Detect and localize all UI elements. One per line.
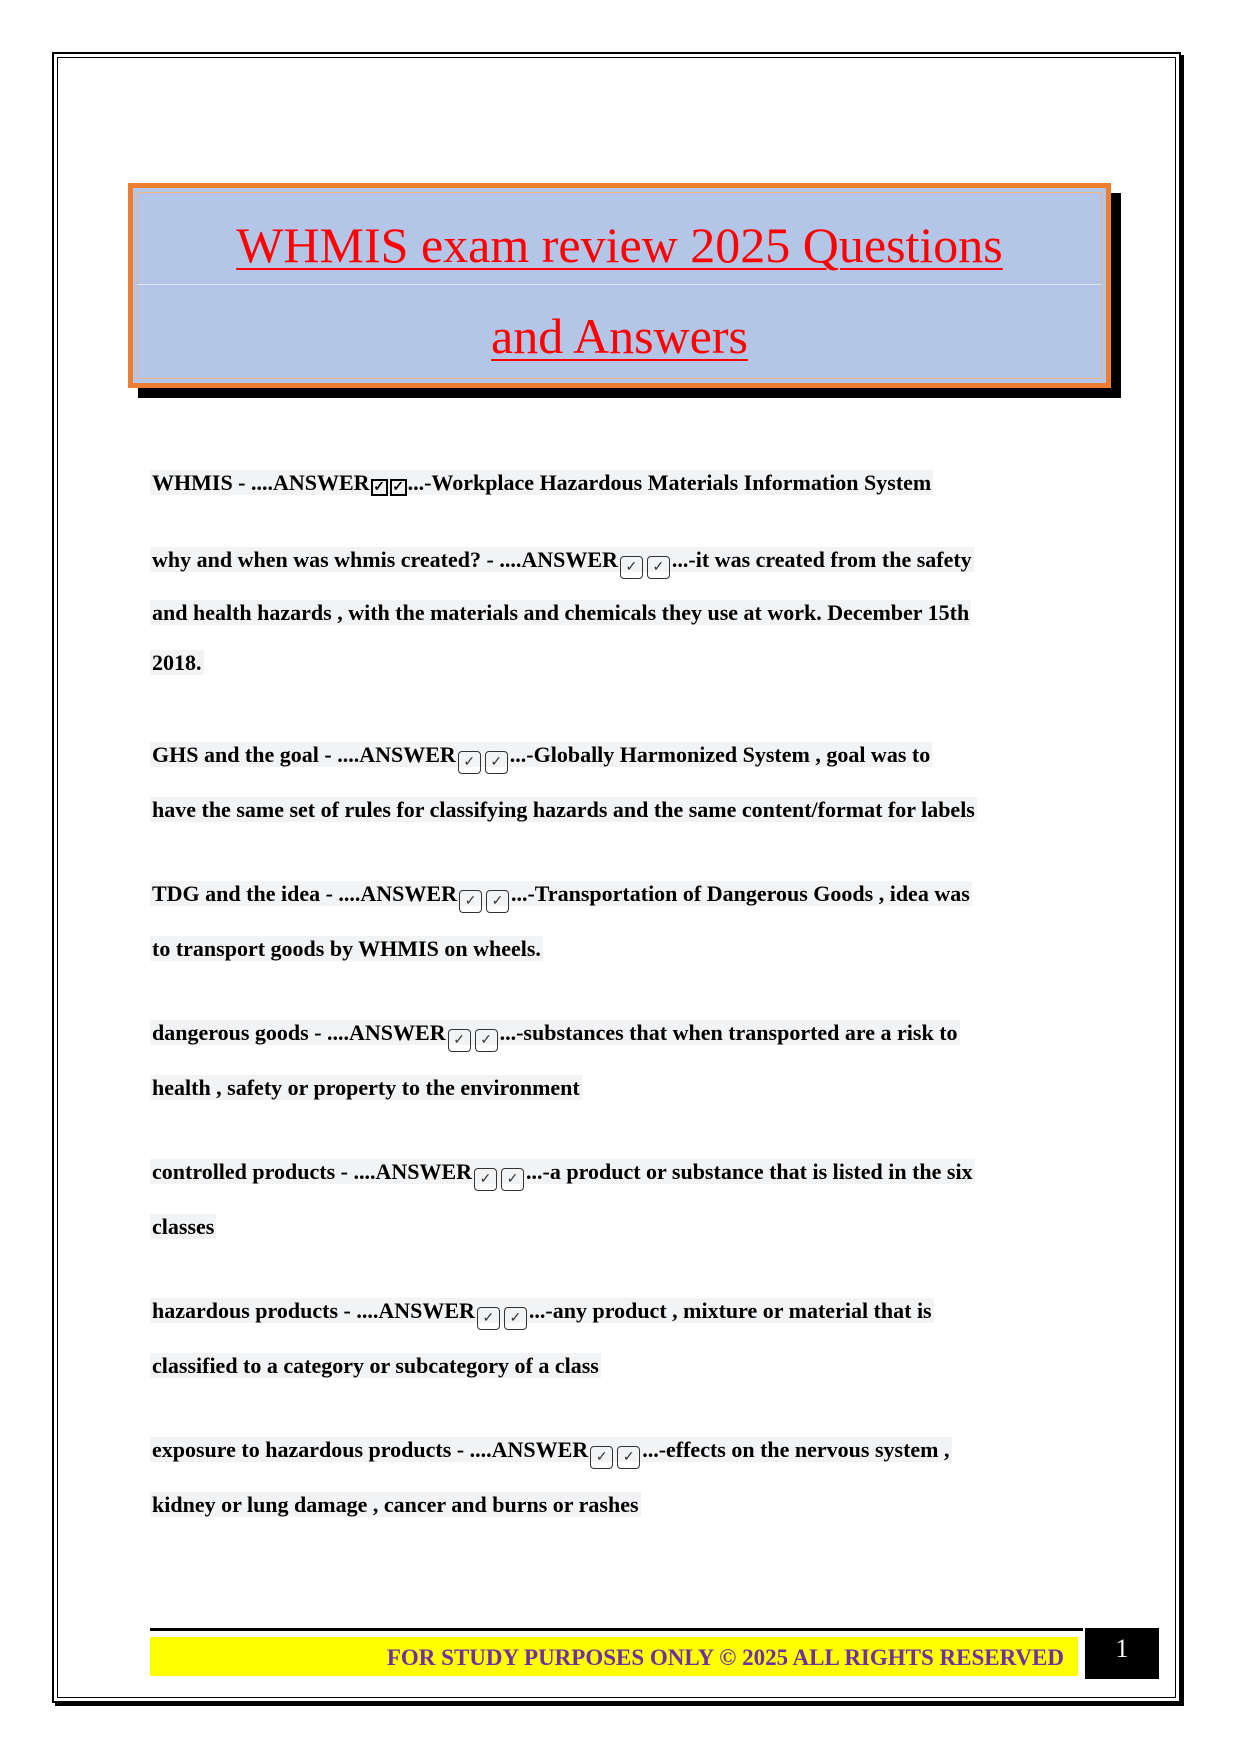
qa-line [150, 1071, 960, 1104]
page-title [133, 200, 1106, 382]
qa-answer-continued: health , safety or property to the environment [152, 1075, 580, 1100]
qa-entry-whmis [150, 466, 933, 499]
qa-line [150, 738, 977, 771]
qa-line-highlight [150, 742, 932, 770]
check-icon: ✓ [477, 1307, 500, 1330]
check-icon: ✓ [486, 890, 509, 913]
qa-line [150, 1210, 975, 1243]
check-icon: ✓ [459, 890, 482, 913]
qa-line [150, 1294, 934, 1327]
check-icon: ✓ [475, 1029, 498, 1052]
qa-line [150, 1349, 934, 1382]
qa-question: exposure to hazardous products - ....ANSWER [152, 1437, 589, 1462]
qa-line [150, 877, 972, 910]
qa-answer-continued: kidney or lung damage , cancer and burns or rashes [152, 1492, 639, 1517]
footer-rule [150, 1628, 1083, 1631]
qa-answer: ...-substances that when transported are a risk to [499, 1020, 958, 1045]
qa-answer: ...-Transportation of Dangerous Goods , idea was [510, 881, 970, 906]
qa-line [150, 466, 933, 499]
qa-answer: ...-a product or substance that is listed in the six [526, 1159, 973, 1184]
check-icon: ✓ [647, 556, 670, 579]
qa-line [150, 596, 974, 629]
qa-answer-continued: have the same set of rules for classifying hazards and the same content/format for labels [152, 797, 975, 822]
qa-answer: ...-any product , mixture or material that is [528, 1298, 932, 1323]
qa-line-highlight [150, 1298, 934, 1326]
checkbox-checked-icon: ✓ [390, 479, 407, 496]
qa-answer-continued: to transport goods by WHMIS on wheels. [152, 936, 541, 961]
qa-line [150, 1488, 952, 1521]
check-icon: ✓ [458, 751, 481, 774]
qa-entry-ghs [150, 738, 977, 826]
qa-line-highlight [150, 881, 972, 909]
footer-notice: FOR STUDY PURPOSES ONLY © 2025 ALL RIGHTS RESERVED [150, 1637, 1078, 1676]
qa-question: why and when was whmis created? - ....ANSWER [152, 547, 618, 572]
checkbox-checked-icon: ✓ [371, 479, 388, 496]
qa-entry-whmis-created [150, 543, 974, 679]
qa-answer-continued: 2018. [152, 650, 202, 675]
check-icon: ✓ [504, 1307, 527, 1330]
qa-question: WHMIS - ....ANSWER [152, 470, 370, 495]
qa-answer: ...-effects on the nervous system , [642, 1437, 950, 1462]
check-icon: ✓ [620, 556, 643, 579]
qa-answer-continued: classified to a category or subcategory of a class [152, 1353, 599, 1378]
qa-line [150, 1155, 975, 1188]
qa-line [150, 793, 977, 826]
check-icon: ✓ [485, 751, 508, 774]
qa-question: dangerous goods - ....ANSWER [152, 1020, 446, 1045]
qa-question: controlled products - ....ANSWER [152, 1159, 473, 1184]
qa-entry-controlled-products [150, 1155, 975, 1243]
page-title-line-2: and Answers [491, 308, 748, 364]
qa-answer: ...-it was created from the safety [671, 547, 972, 572]
qa-line [150, 543, 974, 576]
check-icon: ✓ [617, 1446, 640, 1469]
qa-answer-continued: and health hazards , with the materials and chemicals they use at work. December 15th [152, 600, 970, 625]
check-icon: ✓ [448, 1029, 471, 1052]
qa-entry-dangerous-goods [150, 1016, 960, 1104]
qa-line-highlight [150, 470, 933, 495]
qa-line [150, 932, 972, 965]
check-icon: ✓ [501, 1168, 524, 1191]
qa-entry-exposure [150, 1433, 952, 1521]
title-box [128, 183, 1111, 388]
qa-entry-tdg [150, 877, 972, 965]
qa-line [150, 1016, 960, 1049]
qa-line-highlight [150, 1437, 952, 1465]
qa-line-highlight [150, 1020, 960, 1048]
qa-line-highlight [150, 547, 974, 575]
check-icon: ✓ [590, 1446, 613, 1469]
qa-question: TDG and the idea - ....ANSWER [152, 881, 457, 906]
qa-question: hazardous products - ....ANSWER [152, 1298, 475, 1323]
qa-answer: ...-Workplace Hazardous Materials Information System [407, 470, 932, 495]
qa-question: GHS and the goal - ....ANSWER [152, 742, 456, 767]
qa-answer-continued: classes [152, 1214, 215, 1239]
qa-entry-hazardous-products [150, 1294, 934, 1382]
page-title-line-1: WHMIS exam review 2025 Questions [236, 217, 1003, 273]
qa-line-highlight [150, 1159, 975, 1187]
qa-line [150, 1433, 952, 1466]
qa-answer: ...-Globally Harmonized System , goal was to [509, 742, 931, 767]
check-icon: ✓ [474, 1168, 497, 1191]
qa-line [150, 646, 974, 679]
page-number: 1 [1085, 1628, 1159, 1679]
